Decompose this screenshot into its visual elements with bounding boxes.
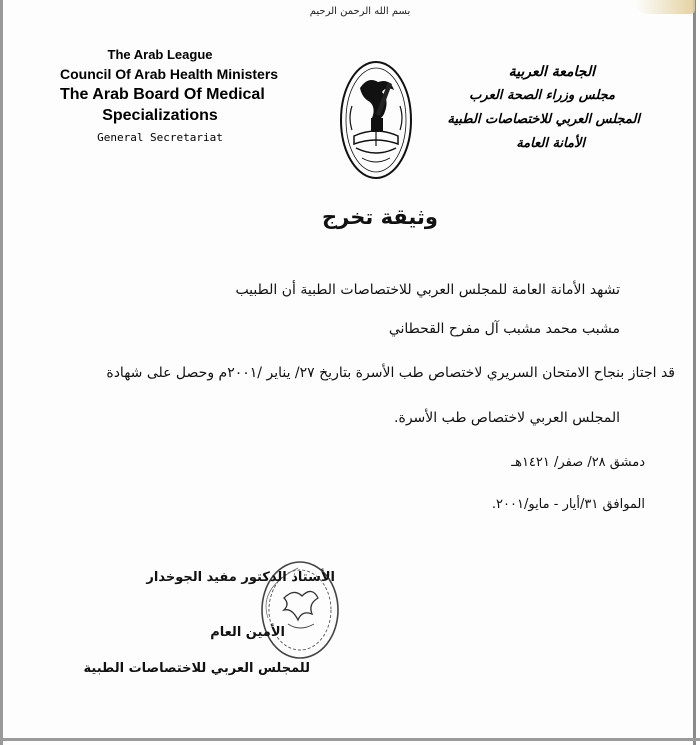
arabic-letterhead — [447, 60, 640, 156]
signatory-role: الأمين العام — [210, 625, 285, 640]
letterhead-en-line4: Specializations — [102, 107, 218, 124]
date-hijri: دمشق ٢٨/ صفر/ ١٤٢١هـ — [511, 455, 645, 470]
letterhead-ar-line4: الأمانة العامة — [516, 136, 585, 151]
certification-line-1: تشهد الأمانة العامة للمجلس العربي للاختصاصات الطبية أن الطبيب — [235, 282, 620, 298]
date-gregorian: الموافق ٣١/أيار - مايو/٢٠٠١. — [491, 497, 645, 512]
letterhead-ar-line1: الجامعة العربية — [508, 64, 595, 80]
page-edge-left — [0, 0, 3, 745]
letterhead-ar-line3: المجلس العربي للاختصاصات الطبية — [447, 112, 640, 127]
certification-line-3: قد اجتاز بنجاح الامتحان السريري لاختصاص طب الأسرة بتاريخ ٢٧/ يناير /٢٠٠١م وحصل على شهادة — [106, 365, 675, 381]
basmala: بسم الله الرحمن الرحيم — [309, 6, 411, 17]
letterhead-en-line2: Council Of Arab Health Ministers — [60, 66, 279, 82]
letterhead-en-line5: General Secretariat — [97, 131, 223, 144]
signatory-name: الأستاذ الدكتور مفيد الجوخدار — [146, 570, 335, 585]
paper-stain — [635, 0, 695, 14]
page-edge-bottom — [0, 738, 700, 741]
certification-line-4: المجلس العربي لاختصاص طب الأسرة. — [394, 410, 620, 426]
english-letterhead — [60, 46, 279, 147]
page-edge-right — [693, 0, 696, 745]
arab-board-emblem-icon — [338, 58, 414, 182]
doctor-name: مشبب محمد مشبب آل مفرح القحطاني — [388, 321, 620, 337]
letterhead-ar-line2: مجلس وزراء الصحة العرب — [469, 88, 615, 103]
letterhead-en-line1: The Arab League — [107, 47, 213, 62]
signatory-organization: للمجلس العربي للاختصاصات الطبية — [83, 661, 310, 676]
document-title: وثيقة تخرج — [322, 205, 438, 229]
letterhead-en-line3: The Arab Board Of Medical — [60, 86, 265, 103]
